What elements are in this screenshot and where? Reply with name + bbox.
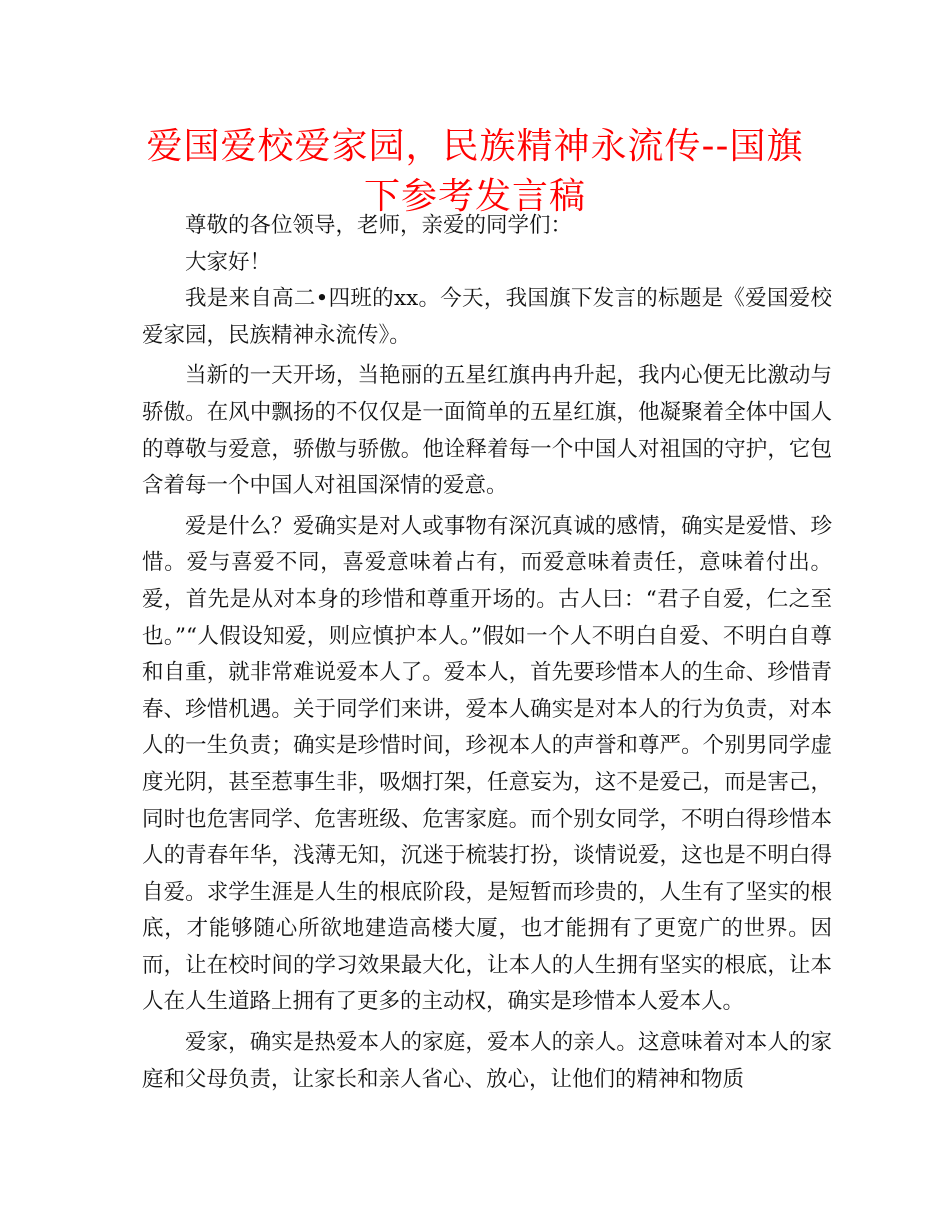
- salutation: 尊敬的各位领导，老师，亲爱的同学们：: [185, 213, 573, 238]
- paragraph-intro: 我是来自高二•四班的xx。今天，我国旗下发言的标题是《爱国爱校爱家园，民族精神永流传》。: [142, 286, 832, 348]
- paragraph-love: 爱是什么？爱确实是对人或事物有深沉真诚的感情，确实是爱惜、珍惜。爱与喜爱不同，喜爱意味着占有，而爱意味着责任，意味着付出。爱，首先是从对本身的珍惜和尊重开场的。古人曰：“君子自爱，仁之至也。”“人假设知爱，则应慎护本人。”假如一个人不明白自爱、不明白自尊和自重，就非常难说爱本人了。爱本人，首先要珍惜本人的生命、珍惜青春、珍惜机遇。关于同学们来讲，爱本人确实是对本人的行为负责，对本人的一生负责；确实是珍惜时间，珍视本人的声誉和尊严。个别男同学虚度光阴，甚至惹事生非，吸烟打架，任意妄为，这不是爱己，而是害己，同时也危害同学、危害班级、危害家庭。而个别女同学，不明白得珍惜本人的青春年华，浅薄无知，沉迷于梳装打扮，谈情说爱，这也是不明白得自爱。求学生涯是人生的根底阶段，是短暂而珍贵的，人生有了坚实的根底，才能够随心所欲地建造高楼大厦，也才能拥有了更宽广的世界。因而，让在校时间的学习效果最大化，让本人的人生拥有坚实的根底，让本人在人生道路上拥有了更多的主动权，确实是珍惜本人爱本人。: [142, 513, 832, 1015]
- title-line-2: 下参考发言稿: [363, 176, 586, 217]
- title-line-1: 爱国爱校爱家园，民族精神永流传--国旗: [146, 126, 804, 167]
- greeting: 大家好！: [185, 249, 272, 275]
- paragraph-family: 爱家，确实是热爱本人的家庭，爱本人的亲人。这意味着对本人的家庭和父母负责，让家长和亲人省心、放心，让他们的精神和物质: [142, 1030, 832, 1092]
- paragraph-flag: 当新的一天开场，当艳丽的五星红旗冉冉升起，我内心便无比激动与骄傲。在风中飘扬的不仅仅是一面简单的五星红旗，他凝聚着全体中国人的尊敬与爱意，骄傲与骄傲。他诠释着每一个中国人对祖国的守护，它包含着每一个中国人对祖国深情的爱意。: [142, 363, 832, 499]
- document-title: [120, 122, 830, 222]
- document-body: [142, 208, 832, 1098]
